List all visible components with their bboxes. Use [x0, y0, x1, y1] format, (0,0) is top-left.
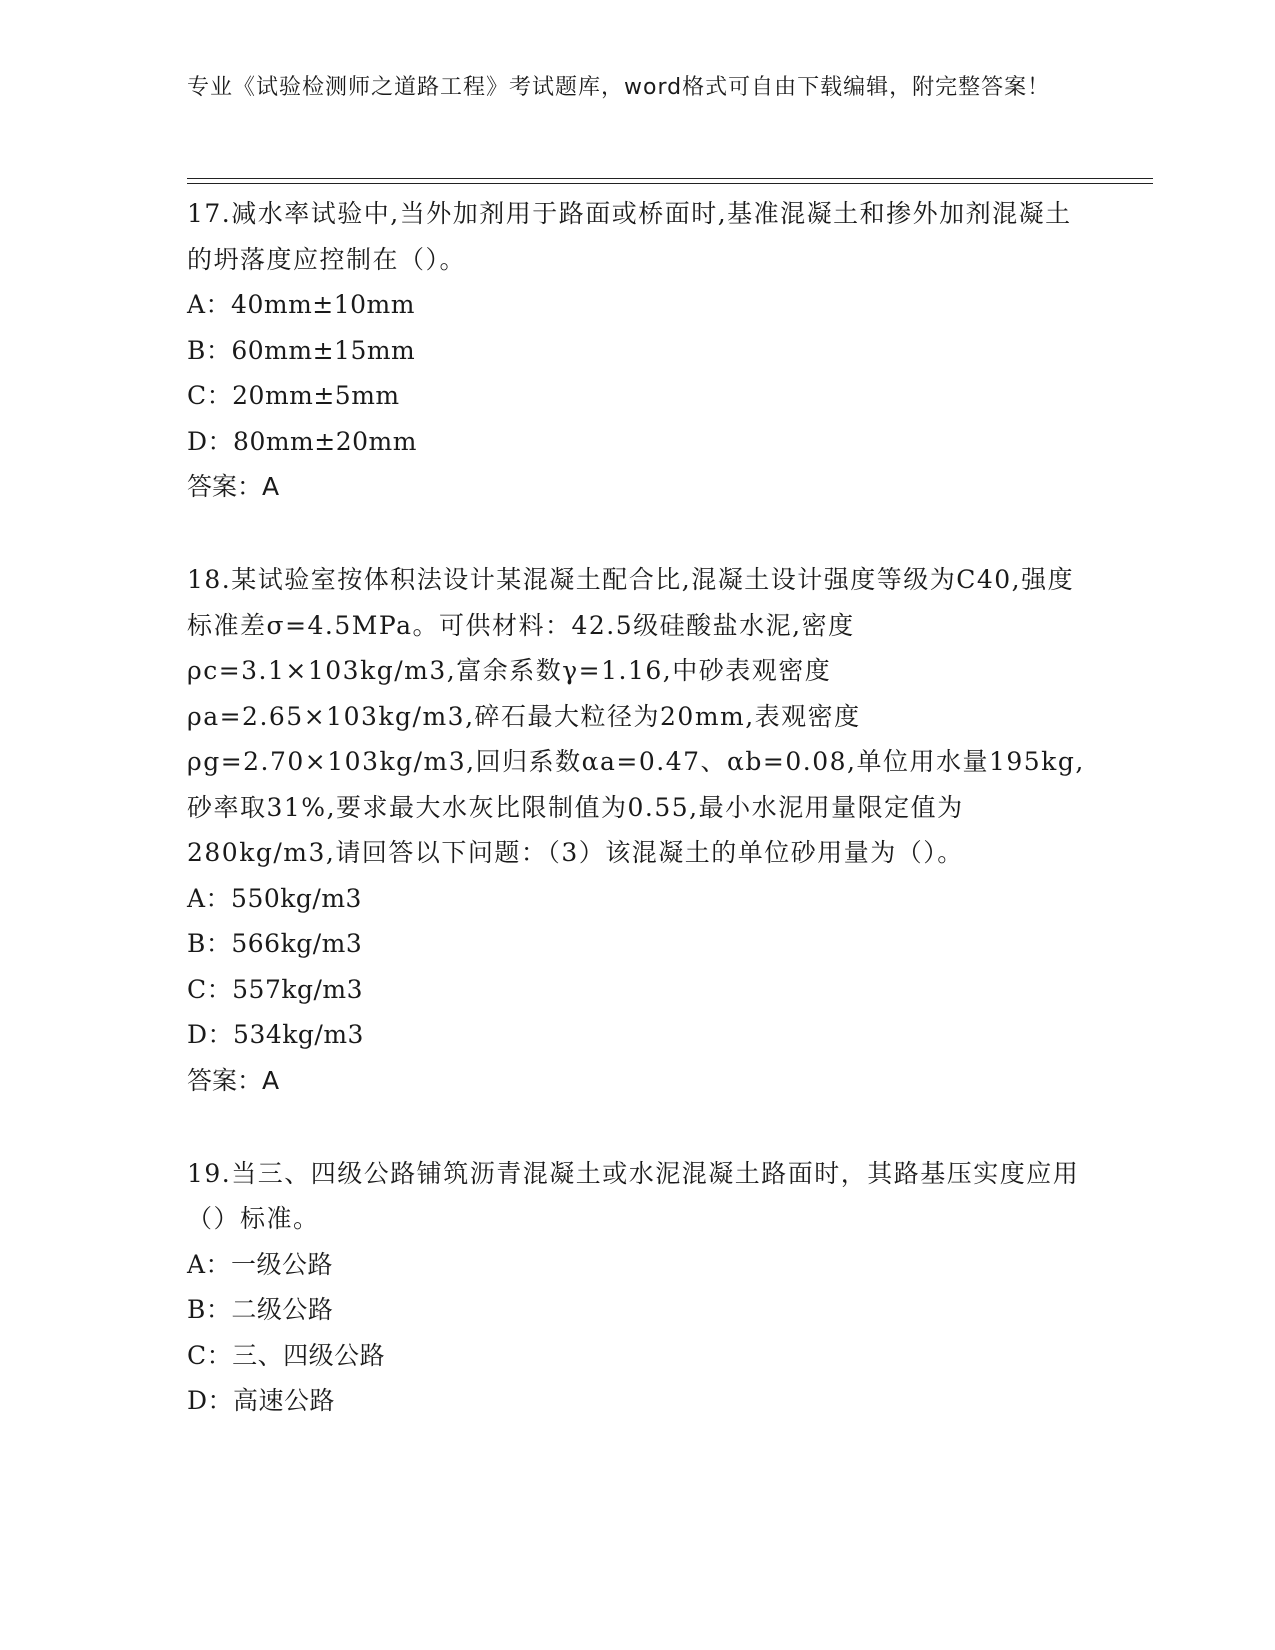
option-a: A：一级公路 [187, 1249, 334, 1279]
option-b: B：二级公路 [187, 1295, 334, 1324]
question-stem: 19.当三、四级公路铺筑沥青混凝土或水泥混凝土路面时，其路基压实度应用（）标准。 [187, 1158, 1080, 1233]
question-stem: 18.某试验室按体积法设计某混凝土配合比,混凝土设计强度等级为C40,强度标准差σ=4.5MPa。可供材料：42.5级硅酸盐水泥,密度ρc=3.1×103kg/m3,富余系数γ=1.16,中砂表观密度ρa=2.65×103kg/m3,碎石最大粒径为20mm,表观密度ρg=2.70×103kg/m3,回归系数αa=0.47、αb=0.08,单位用水量195kg,砂率取31%,要求最大水灰比限制值为0.55,最小水泥用量限定值为280kg/m3,请回答以下问题：（3）该混凝土的单位砂用量为（）。 [187, 565, 1085, 867]
answer-label: 答案：A [187, 472, 280, 501]
option-d: D：80mm±20mm [187, 426, 417, 456]
page-header: 专业《试验检测师之道路工程》考试题库，word格式可自由下载编辑，附完整答案！ [187, 75, 1051, 100]
question-spacer [187, 1103, 1087, 1151]
option-c: C：三、四级公路 [187, 1340, 386, 1370]
header-rule-top [187, 178, 1153, 179]
option-a: A：550kg/m3 [187, 883, 362, 913]
question-stem: 17.减水率试验中,当外加剂用于路面或桥面时,基准混凝土和掺外加剂混凝土的坍落度应控制在（）。 [187, 199, 1072, 274]
question-18 [187, 557, 1087, 1103]
answer-label: 答案：A [187, 1065, 280, 1095]
option-d: D：高速公路 [187, 1386, 336, 1415]
option-d: D：534kg/m3 [187, 1020, 364, 1049]
option-b: B：60mm±15mm [187, 335, 416, 365]
question-spacer [187, 509, 1087, 557]
option-b: B：566kg/m3 [187, 929, 363, 958]
option-c: C：557kg/m3 [187, 974, 364, 1004]
option-c: C：20mm±5mm [187, 381, 400, 410]
option-a: A：40mm±10mm [187, 290, 415, 319]
header-rule-bottom [187, 183, 1153, 184]
question-list [187, 191, 1087, 1424]
question-17 [187, 191, 1087, 509]
question-19 [187, 1151, 1087, 1424]
